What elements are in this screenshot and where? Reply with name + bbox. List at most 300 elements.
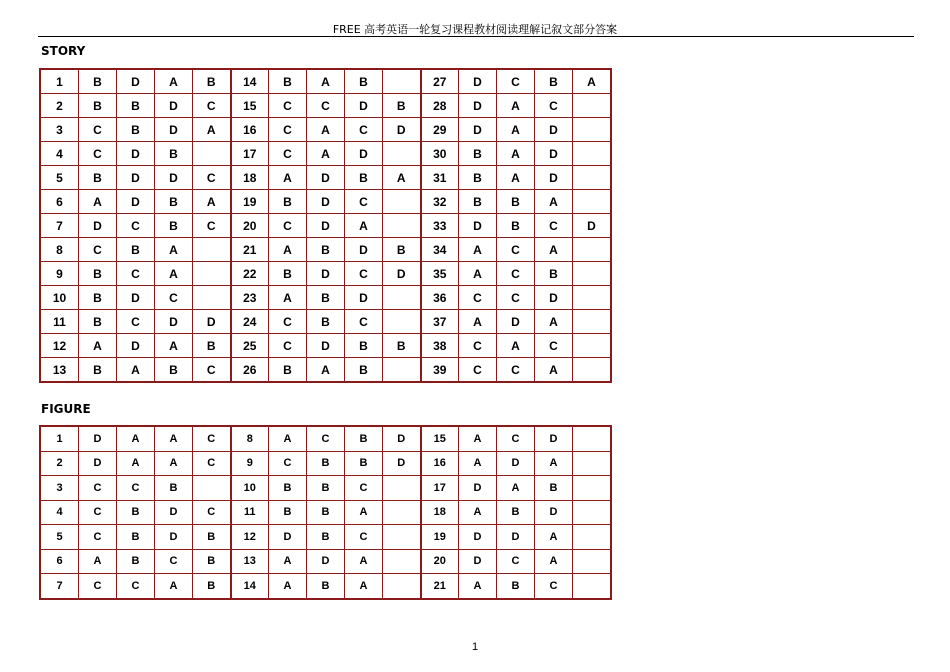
answer-cell: A [117,358,155,382]
question-number-cell: 8 [231,427,269,452]
answer-cell: A [459,451,497,476]
answer-cell: B [459,190,497,214]
answer-cell: C [269,334,307,358]
answer-cell: D [383,451,421,476]
table-row [41,334,611,358]
answer-cell: D [535,166,573,190]
table-row [41,358,611,382]
question-number-cell: 9 [41,262,79,286]
answer-cell: C [269,310,307,334]
answer-cell: B [383,94,421,118]
answer-cell: D [155,166,193,190]
answer-cell [573,166,611,190]
answer-cell: A [117,427,155,452]
answer-cell [573,525,611,550]
answer-cell: D [535,118,573,142]
figure-answer-table [40,426,611,599]
answer-cell: C [79,525,117,550]
answer-cell [193,286,231,310]
answer-cell: C [497,549,535,574]
answer-cell: C [345,476,383,501]
question-number-cell: 18 [421,500,459,525]
answer-cell: C [269,118,307,142]
question-number-cell: 7 [41,214,79,238]
answer-cell: C [269,142,307,166]
answer-cell: C [193,500,231,525]
answer-cell: A [269,549,307,574]
answer-cell: B [383,334,421,358]
answer-cell: C [79,118,117,142]
answer-cell: A [269,166,307,190]
answer-cell: B [269,70,307,94]
answer-cell [573,94,611,118]
answer-cell: D [535,500,573,525]
answer-cell: D [535,427,573,452]
answer-cell: B [155,476,193,501]
answer-cell: A [497,334,535,358]
table-row [41,310,611,334]
answer-cell: C [459,358,497,382]
answer-cell: C [155,549,193,574]
answer-cell: A [535,451,573,476]
question-number-cell: 5 [41,525,79,550]
question-number-cell: 28 [421,94,459,118]
answer-cell: D [79,451,117,476]
answer-cell: D [459,118,497,142]
answer-cell: C [193,358,231,382]
answer-cell: B [307,286,345,310]
answer-cell: A [193,118,231,142]
answer-cell [573,451,611,476]
answer-cell: C [345,262,383,286]
answer-cell: C [193,214,231,238]
answer-cell: B [155,190,193,214]
answer-cell: B [155,358,193,382]
question-number-cell: 13 [41,358,79,382]
story-answer-table [40,69,611,382]
question-number-cell: 31 [421,166,459,190]
answer-cell: B [307,238,345,262]
page-number: 1 [471,641,479,653]
question-number-cell: 15 [421,427,459,452]
answer-cell: C [307,427,345,452]
question-number-cell: 11 [41,310,79,334]
answer-cell: C [79,574,117,599]
answer-cell: A [535,190,573,214]
answer-cell [573,358,611,382]
table-row [41,574,611,599]
answer-cell: D [155,94,193,118]
answer-cell: B [79,166,117,190]
answer-cell: C [79,500,117,525]
answer-cell: D [459,476,497,501]
question-number-cell: 9 [231,451,269,476]
answer-cell: B [193,574,231,599]
answer-cell: B [193,549,231,574]
header-title: FREE 高考英语一轮复习课程教材阅读理解记叙文部分答案 [332,23,618,36]
question-number-cell: 24 [231,310,269,334]
question-number-cell: 16 [421,451,459,476]
question-number-cell: 1 [41,427,79,452]
answer-cell: C [155,286,193,310]
question-number-cell: 3 [41,476,79,501]
answer-cell: C [117,214,155,238]
answer-cell: A [497,94,535,118]
answer-cell: C [497,427,535,452]
answer-cell: D [345,94,383,118]
answer-cell: D [79,214,117,238]
answer-cell: A [497,166,535,190]
answer-cell: D [117,166,155,190]
answer-cell: D [117,286,155,310]
answer-cell: A [193,190,231,214]
answer-cell: B [155,214,193,238]
answer-cell: B [345,166,383,190]
answer-cell: A [459,262,497,286]
question-number-cell: 6 [41,549,79,574]
answer-cell [573,262,611,286]
answer-cell: A [535,238,573,262]
answer-cell: C [79,238,117,262]
answer-cell: A [345,214,383,238]
answer-cell: A [155,70,193,94]
answer-cell: B [459,142,497,166]
answer-cell: B [307,525,345,550]
answer-cell: D [155,500,193,525]
answer-cell [383,310,421,334]
answer-cell: D [307,214,345,238]
answer-cell: D [345,238,383,262]
answer-cell: D [117,70,155,94]
answer-cell: B [193,525,231,550]
question-number-cell: 14 [231,70,269,94]
question-number-cell: 6 [41,190,79,214]
answer-cell: C [535,94,573,118]
answer-cell: D [497,310,535,334]
answer-cell: B [497,574,535,599]
section-label-figure: FIGURE [41,402,91,416]
table-row [41,94,611,118]
answer-cell: A [155,262,193,286]
answer-cell [383,190,421,214]
question-number-cell: 18 [231,166,269,190]
answer-cell: C [117,262,155,286]
question-number-cell: 29 [421,118,459,142]
answer-cell [573,286,611,310]
answer-cell: C [535,214,573,238]
answer-cell: A [497,118,535,142]
answer-cell: A [155,427,193,452]
table-row [41,500,611,525]
answer-cell: A [117,451,155,476]
question-number-cell: 10 [41,286,79,310]
question-number-cell: 11 [231,500,269,525]
answer-cell: D [345,286,383,310]
answer-cell: B [193,70,231,94]
answer-cell [383,358,421,382]
header-divider [38,36,914,37]
question-number-cell: 34 [421,238,459,262]
answer-cell: B [345,70,383,94]
question-number-cell: 35 [421,262,459,286]
question-number-cell: 38 [421,334,459,358]
answer-cell: B [535,70,573,94]
answer-cell [193,238,231,262]
answer-cell: D [155,310,193,334]
answer-cell: B [79,70,117,94]
answer-cell: C [269,94,307,118]
answer-cell: B [307,310,345,334]
answer-cell: B [79,94,117,118]
answer-cell: A [345,549,383,574]
answer-cell: A [345,500,383,525]
answer-cell [573,118,611,142]
answer-cell [573,574,611,599]
answer-cell [383,500,421,525]
answer-cell: D [573,214,611,238]
answer-cell: B [117,118,155,142]
answer-cell: A [155,334,193,358]
question-number-cell: 30 [421,142,459,166]
section-label-story: STORY [41,44,86,58]
table-row [41,166,611,190]
question-number-cell: 3 [41,118,79,142]
answer-cell [573,549,611,574]
answer-cell: C [307,94,345,118]
table-row [41,70,611,94]
answer-cell: C [459,334,497,358]
answer-cell: A [535,549,573,574]
answer-cell: B [459,166,497,190]
answer-cell: A [155,451,193,476]
answer-cell: D [155,118,193,142]
answer-cell: A [497,142,535,166]
answer-cell [573,500,611,525]
answer-cell: D [345,142,383,166]
question-number-cell: 1 [41,70,79,94]
question-number-cell: 16 [231,118,269,142]
answer-cell: B [155,142,193,166]
answer-cell [573,238,611,262]
question-number-cell: 36 [421,286,459,310]
answer-cell: A [535,310,573,334]
answer-cell: A [307,358,345,382]
answer-cell: C [79,476,117,501]
answer-cell: B [269,358,307,382]
question-number-cell: 27 [421,70,459,94]
answer-cell: A [269,238,307,262]
answer-cell: B [307,500,345,525]
answer-cell [193,262,231,286]
answer-cell: B [345,427,383,452]
answer-cell: B [117,238,155,262]
answer-cell: D [383,427,421,452]
answer-cell: A [79,549,117,574]
answer-cell: B [117,94,155,118]
answer-cell: A [459,310,497,334]
answer-cell: D [497,451,535,476]
question-number-cell: 12 [231,525,269,550]
answer-cell: A [269,574,307,599]
answer-cell: D [459,549,497,574]
answer-cell [193,142,231,166]
answer-cell: C [193,166,231,190]
answer-cell [383,214,421,238]
answer-cell: C [535,334,573,358]
answer-cell: C [193,427,231,452]
answer-cell: D [307,190,345,214]
table-row [41,118,611,142]
answer-cell: B [269,262,307,286]
question-number-cell: 5 [41,166,79,190]
answer-cell: B [117,500,155,525]
question-number-cell: 17 [231,142,269,166]
answer-cell: D [307,549,345,574]
table-row [41,262,611,286]
answer-cell: A [535,525,573,550]
answer-cell: B [79,286,117,310]
answer-cell: A [307,70,345,94]
answer-cell: B [497,214,535,238]
answer-cell: B [307,451,345,476]
question-number-cell: 39 [421,358,459,382]
question-number-cell: 4 [41,142,79,166]
answer-cell: B [345,358,383,382]
answer-cell: D [307,334,345,358]
answer-cell [573,476,611,501]
question-number-cell: 13 [231,549,269,574]
question-number-cell: 32 [421,190,459,214]
answer-cell: D [79,427,117,452]
answer-cell: B [79,358,117,382]
answer-cell: D [307,262,345,286]
table-row [41,451,611,476]
answer-cell: B [497,500,535,525]
answer-cell: C [269,214,307,238]
answer-cell: C [497,70,535,94]
answer-cell [573,334,611,358]
answer-cell [573,310,611,334]
answer-cell: B [117,549,155,574]
table-row [41,238,611,262]
answer-cell: C [345,118,383,142]
question-number-cell: 19 [231,190,269,214]
answer-cell: B [307,476,345,501]
answer-cell [573,142,611,166]
answer-cell: A [459,500,497,525]
answer-cell: D [459,94,497,118]
question-number-cell: 22 [231,262,269,286]
answer-cell: C [345,525,383,550]
question-number-cell: 7 [41,574,79,599]
question-number-cell: 14 [231,574,269,599]
question-number-cell: 21 [231,238,269,262]
question-number-cell: 12 [41,334,79,358]
answer-cell: C [345,190,383,214]
answer-cell: A [573,70,611,94]
answer-cell: B [307,574,345,599]
answer-cell: B [535,476,573,501]
answer-cell: C [117,476,155,501]
answer-cell [383,70,421,94]
answer-cell [193,476,231,501]
answer-cell: D [459,70,497,94]
answer-cell: A [79,334,117,358]
question-number-cell: 2 [41,94,79,118]
answer-cell: C [79,142,117,166]
answer-cell: B [269,500,307,525]
answer-cell: B [345,334,383,358]
question-number-cell: 2 [41,451,79,476]
answer-cell [383,549,421,574]
answer-cell: B [193,334,231,358]
answer-cell: D [193,310,231,334]
answer-cell [573,427,611,452]
question-number-cell: 15 [231,94,269,118]
answer-cell: A [459,574,497,599]
question-number-cell: 10 [231,476,269,501]
answer-cell: D [155,525,193,550]
answer-cell: C [193,451,231,476]
answer-cell: D [383,262,421,286]
answer-cell: B [79,262,117,286]
answer-cell [383,574,421,599]
answer-cell: D [383,118,421,142]
answer-cell: B [383,238,421,262]
answer-cell: C [193,94,231,118]
answer-cell [383,286,421,310]
answer-cell: D [459,525,497,550]
answer-cell: C [459,286,497,310]
answer-cell: D [307,166,345,190]
answer-cell: B [117,525,155,550]
answer-cell: D [117,142,155,166]
question-number-cell: 21 [421,574,459,599]
answer-cell: D [535,286,573,310]
answer-cell: C [497,286,535,310]
question-number-cell: 25 [231,334,269,358]
answer-cell: C [117,574,155,599]
table-row [41,427,611,452]
answer-cell: B [269,476,307,501]
answer-cell: C [269,451,307,476]
answer-cell: D [117,190,155,214]
answer-cell: D [535,142,573,166]
question-number-cell: 23 [231,286,269,310]
question-number-cell: 8 [41,238,79,262]
answer-cell: B [535,262,573,286]
answer-cell [383,525,421,550]
question-number-cell: 20 [231,214,269,238]
answer-cell: C [117,310,155,334]
table-row [41,190,611,214]
table-row [41,214,611,238]
answer-cell: A [155,574,193,599]
answer-cell: B [269,190,307,214]
answer-cell: A [269,286,307,310]
answer-cell: A [535,358,573,382]
answer-cell: C [535,574,573,599]
question-number-cell: 20 [421,549,459,574]
question-number-cell: 17 [421,476,459,501]
answer-cell [383,476,421,501]
table-row [41,286,611,310]
table-row [41,525,611,550]
question-number-cell: 26 [231,358,269,382]
answer-cell: A [307,142,345,166]
answer-cell: B [345,451,383,476]
answer-cell: D [497,525,535,550]
